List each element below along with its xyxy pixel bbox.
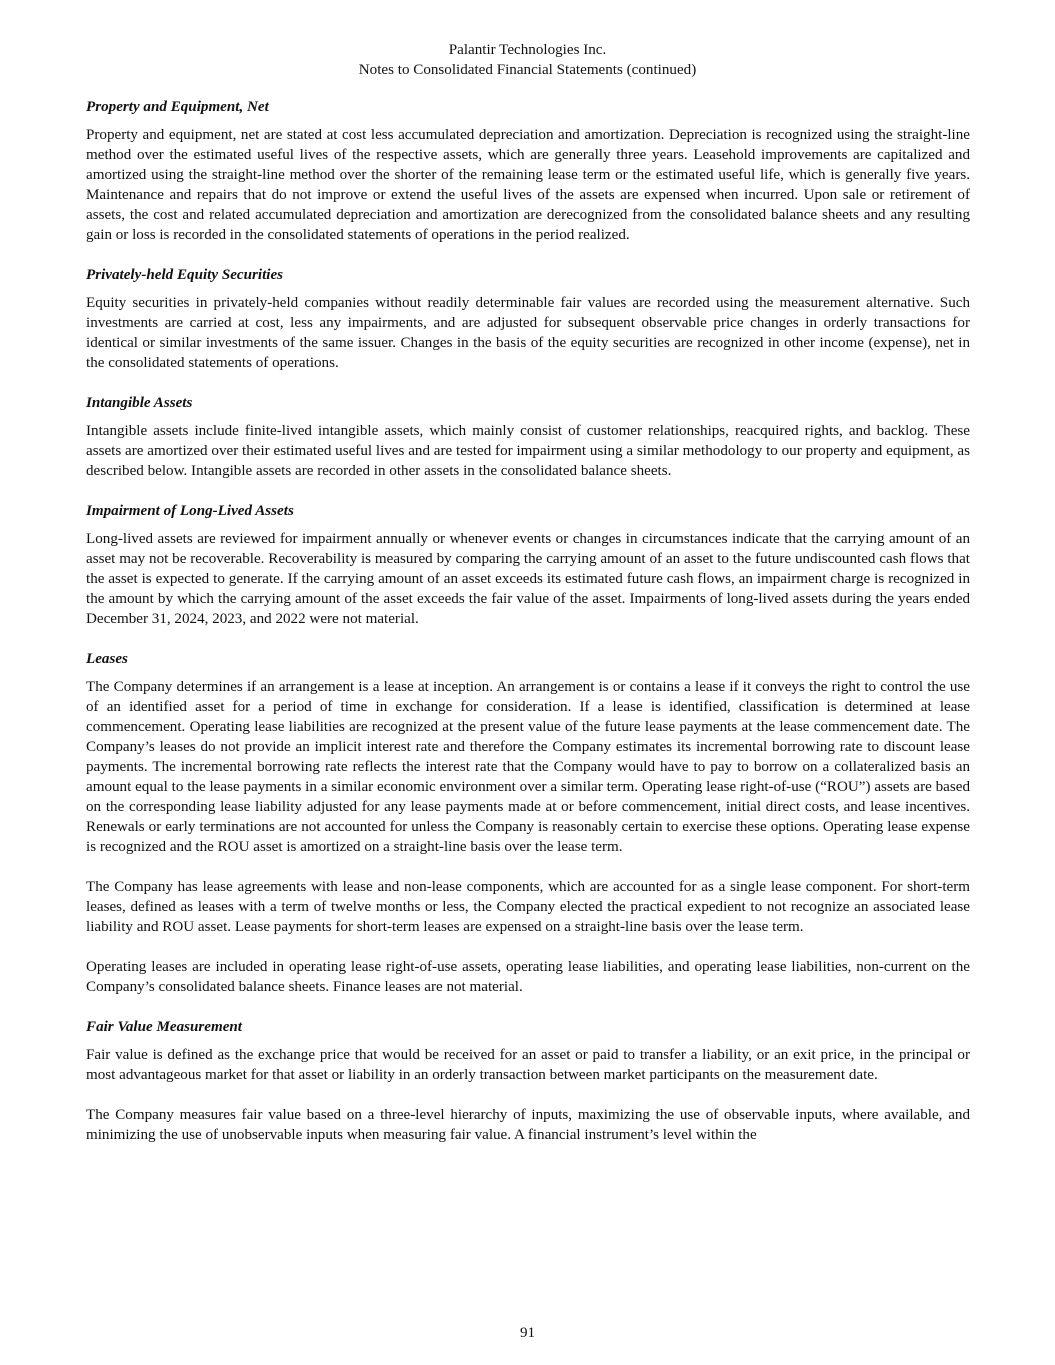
page-header bbox=[0, 40, 1055, 80]
section-leases bbox=[86, 649, 970, 997]
notes-content bbox=[86, 97, 970, 1145]
section-paragraph: Equity securities in privately-held companies without readily determinable fair values are recorded using the measurement alternative. Such investments are carried at cost, less any impairments, and are adjusted for subsequent observable price changes in orderly transactions for identical or similar investments of the same issuer. Changes in the basis of the equity securities are recognized in other income (expense), net in the consolidated statements of operations. bbox=[86, 295, 970, 371]
section-title: Intangible Assets bbox=[86, 395, 193, 411]
section-title: Property and Equipment, Net bbox=[86, 99, 269, 115]
section-property-equipment bbox=[86, 97, 970, 245]
section-paragraph: Fair value is defined as the exchange price that would be received for an asset or paid to transfer a liability, or an exit price, in the principal or most advantageous market for that asset or liability in an orderly transaction between market participants on the measurement date. bbox=[86, 1047, 970, 1083]
section-paragraph: The Company has lease agreements with lease and non-lease components, which are accounted for as a single lease component. For short-term leases, defined as leases with a term of twelve months or less, the Company elected the practical expedient to not recognize an associated lease liability and ROU asset. Lease payments for short-term leases are expensed on a straight-line basis over the lease term. bbox=[86, 879, 970, 935]
section-title: Leases bbox=[86, 651, 128, 667]
section-impairment bbox=[86, 501, 970, 629]
section-paragraph: Operating leases are included in operating lease right-of-use assets, operating lease liabilities, and operating lease liabilities, non-current on the Company’s consolidated balance sheets. Finance leases are not material. bbox=[86, 959, 970, 995]
section-title: Impairment of Long-Lived Assets bbox=[86, 503, 294, 519]
section-paragraph: Long-lived assets are reviewed for impairment annually or whenever events or changes in circumstances indicate that the carrying amount of an asset may not be recoverable. Recoverability is measured by comparing the carrying amount of an asset to the future undiscounted cash flows that the asset is expected to generate. If the carrying amount of an asset exceeds its estimated future cash flows, an impairment charge is recognized in the amount by which the carrying amount of the asset exceeds the fair value of the asset. Impairments of long-lived assets during the years ended December 31, 2024, 2023, and 2022 were not material. bbox=[86, 531, 970, 627]
section-privately-held-equity bbox=[86, 265, 970, 373]
page-number: 91 bbox=[519, 1325, 536, 1341]
page-subtitle: Notes to Consolidated Financial Statements (continued) bbox=[358, 62, 697, 78]
company-name: Palantir Technologies Inc. bbox=[448, 42, 607, 58]
section-title: Privately-held Equity Securities bbox=[86, 267, 284, 283]
section-intangible-assets bbox=[86, 393, 970, 481]
section-fair-value bbox=[86, 1017, 970, 1145]
section-paragraph: The Company measures fair value based on a three-level hierarchy of inputs, maximizing the use of observable inputs, where available, and minimizing the use of unobservable inputs when measuring fair value. A financial instrument’s level within the bbox=[86, 1107, 970, 1143]
section-title: Fair Value Measurement bbox=[86, 1019, 242, 1035]
section-paragraph: The Company determines if an arrangement is a lease at inception. An arrangement is or contains a lease if it conveys the right to control the use of an identified asset for a period of time in exchange for consideration. If a lease is identified, classification is determined at lease commencement. Operating lease liabilities are recognized at the present value of the future lease payments at the lease commencement date. The Company’s leases do not provide an implicit interest rate and therefore the Company estimates its incremental borrowing rate to discount lease payments. The incremental borrowing rate reflects the interest rate that the Company would have to pay to borrow on a collateralized basis an amount equal to the lease payments in a similar economic environment over a similar term. Operating lease right-of-use (“ROU”) assets are based on the corresponding lease liability adjusted for any lease payments made at or before commencement, initial direct costs, and lease incentives. Renewals or early terminations are not accounted for unless the Company is reasonably certain to exercise these options. Operating lease expense is recognized and the ROU asset is amortized on a straight-line basis over the lease term. bbox=[86, 679, 970, 855]
section-paragraph: Property and equipment, net are stated at cost less accumulated depreciation and amortization. Depreciation is recognized using the straight-line method over the estimated useful lives of the respective assets, which are generally three years. Leasehold improvements are capitalized and amortized using the straight-line method over the shorter of the remaining lease term or the estimated useful life, which is generally five years. Maintenance and repairs that do not improve or extend the useful lives of the assets are expensed when incurred. Upon sale or retirement of assets, the cost and related accumulated depreciation and amortization are derecognized from the consolidated balance sheets and any resulting gain or loss is recorded in the consolidated statements of operations in the period realized. bbox=[86, 127, 970, 243]
section-paragraph: Intangible assets include finite-lived intangible assets, which mainly consist of customer relationships, reacquired rights, and backlog. These assets are amortized over their estimated useful lives and are tested for impairment using a similar methodology to our property and equipment, as described below. Intangible assets are recorded in other assets in the consolidated balance sheets. bbox=[86, 423, 970, 479]
